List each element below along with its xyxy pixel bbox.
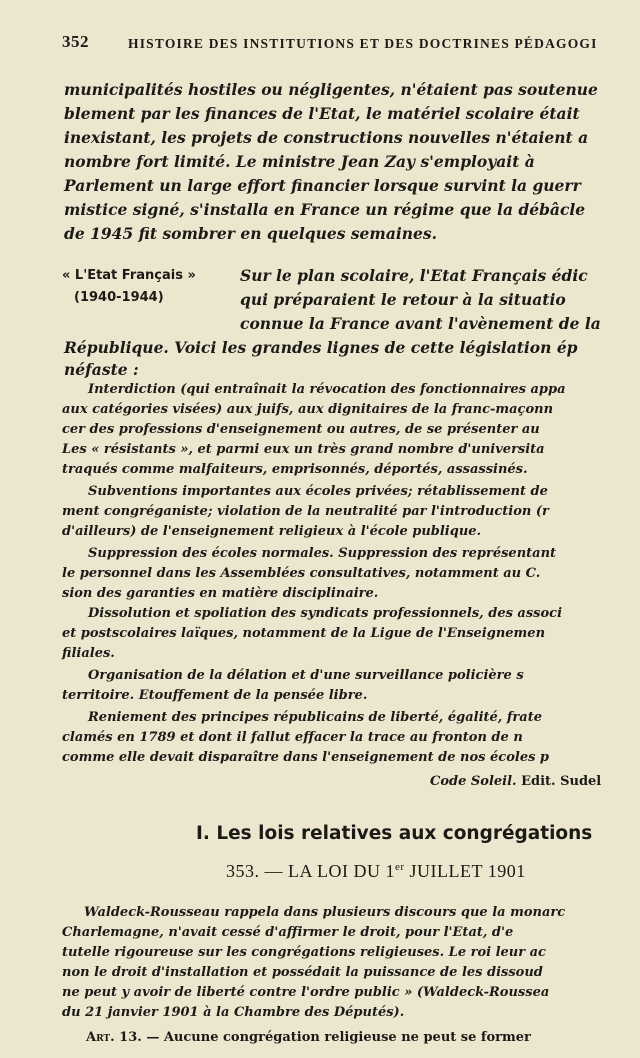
article-heading-superscript: er <box>395 861 405 873</box>
source-citation <box>430 774 601 789</box>
text-line: Subventions importantes aux écoles privées; rétablissement de <box>88 484 548 499</box>
text-line: connue la France avant l'avènement de la <box>240 314 601 333</box>
text-line: territoire. Etouffement de la pensée libre. <box>62 688 368 703</box>
text-line: Charlemagne, n'avait cessé d'affirmer le droit, pour l'Etat, d'e <box>62 925 514 940</box>
text-line: comme elle devait disparaître dans l'enseignement de nos écoles p <box>62 750 550 765</box>
text-line: nombre fort limité. Le ministre Jean Zay s'employait à <box>64 152 535 171</box>
text-line: Suppression des écoles normales. Suppression des représentant <box>88 546 557 561</box>
article-13-label: Art. 13. <box>86 1030 142 1045</box>
text-line: Organisation de la délation et d'une surveillance policière s <box>88 668 524 683</box>
text-line: de 1945 fit sombrer en quelques semaines. <box>64 224 437 243</box>
text-line: Parlement un large effort financier lorsque survint la guerr <box>64 176 581 195</box>
text-line: ment congréganiste; violation de la neutralité par l'introduction (r <box>62 504 549 519</box>
text-line: Les « résistants », et parmi eux un très grand nombre d'universita <box>62 442 545 457</box>
text-line: ne peut y avoir de liberté contre l'ordre public » (Waldeck-Roussea <box>62 985 550 1000</box>
text-line: inexistant, les projets de constructions nouvelles n'étaient a <box>64 128 589 147</box>
text-line: sion des garanties en matière disciplinaire. <box>62 586 379 601</box>
article-heading <box>226 861 526 882</box>
section-title: I. Les lois relatives aux congrégations <box>196 823 593 844</box>
text-line: aux catégories visées) aux juifs, aux dignitaires de la franc-maçonn <box>62 402 554 417</box>
text-line: qui préparaient le retour à la situatio <box>240 290 566 309</box>
page-number: 352 <box>62 32 89 51</box>
text-line: mistice signé, s'installa en France un régime que la débâcle <box>64 200 586 219</box>
text-line: traqués comme malfaiteurs, emprisonnés, déportés, assassinés. <box>62 462 528 477</box>
text-line: Interdiction (qui entraînait la révocation des fonctionnaires appa <box>88 382 566 397</box>
text-line: néfaste : <box>64 360 139 379</box>
text-line: d'ailleurs) de l'enseignement religieux à l'école publique. <box>62 524 482 539</box>
running-title: HISTOIRE DES INSTITUTIONS ET DES DOCTRINES PÉDAGOGI <box>128 36 598 51</box>
text-line: et postscolaires laïques, notamment de la Ligue de l'Enseignemen <box>62 626 546 641</box>
text-line: cer des professions d'enseignement ou autres, de se présenter au <box>62 422 540 437</box>
text-line: Reniement des principes républicains de liberté, égalité, frate <box>88 710 542 725</box>
text-line: clamés en 1789 et dont il fallut effacer la trace au fronton de n <box>62 730 523 745</box>
text-line: blement par les finances de l'Etat, le matériel scolaire était <box>64 104 580 123</box>
article-heading-suffix: JUILLET 1901 <box>404 861 526 881</box>
source-work: Code Soleil. <box>430 774 517 789</box>
source-publisher: Edit. Sudel <box>521 774 602 789</box>
article-heading-prefix: 353. — LA LOI DU 1 <box>226 861 395 881</box>
text-line: Waldeck-Rousseau rappela dans plusieurs discours que la monarc <box>84 905 566 920</box>
text-line: Dissolution et spoliation des syndicats professionnels, des associ <box>88 606 563 621</box>
text-line: filiales. <box>62 646 115 661</box>
text-line: non le droit d'installation et possédait la puissance de les dissoud <box>62 965 543 980</box>
margin-note-dates: (1940-1944) <box>74 290 164 305</box>
article-13-text: — Aucune congrégation religieuse ne peut se former <box>146 1030 531 1045</box>
text-line: du 21 janvier 1901 à la Chambre des Députés). <box>62 1005 405 1020</box>
text-line: République. Voici les grandes lignes de cette législation ép <box>64 338 578 357</box>
article-13 <box>86 1030 531 1045</box>
text-line: tutelle rigoureuse sur les congrégations religieuses. Le roi leur ac <box>62 945 546 960</box>
text-line: municipalités hostiles ou négligentes, n'étaient pas soutenue <box>64 80 598 99</box>
margin-note-title: « L'Etat Français » <box>62 268 196 283</box>
text-line: Sur le plan scolaire, l'Etat Français édic <box>240 266 588 285</box>
text-line: le personnel dans les Assemblées consultatives, notamment au C. <box>62 566 541 581</box>
